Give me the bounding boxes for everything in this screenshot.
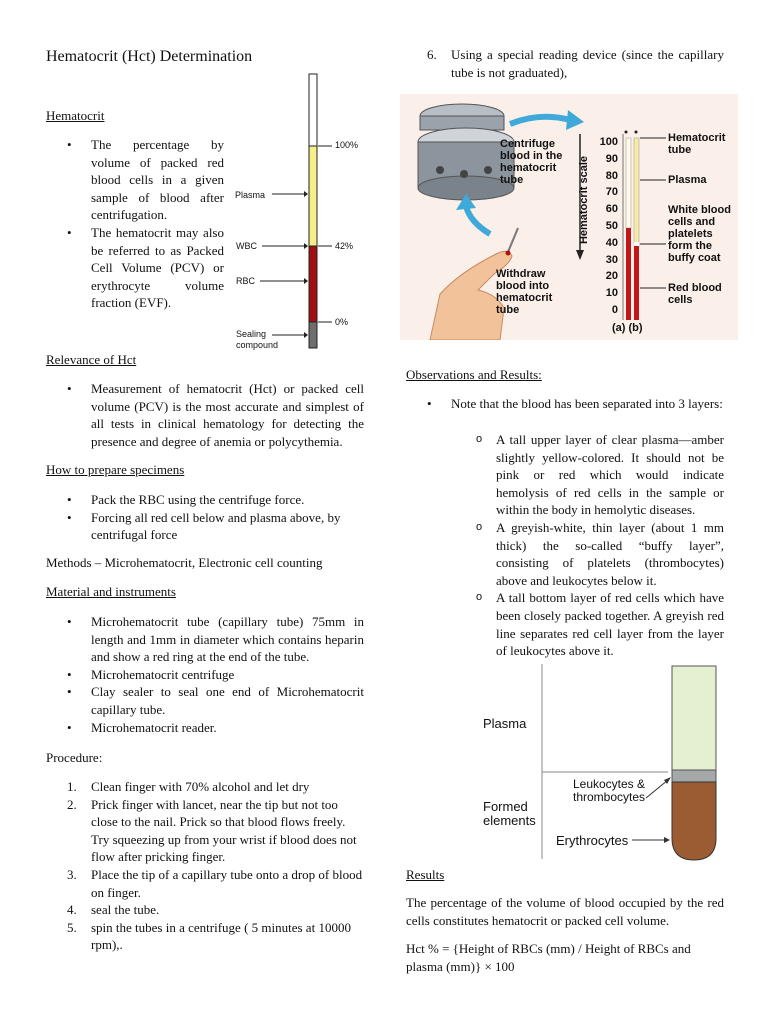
hematocrit-list [46, 136, 224, 312]
buffy-layer [672, 770, 716, 782]
fig3-plasma-label: Plasma [483, 716, 527, 731]
hematocrit-tube-figure [232, 70, 380, 360]
plasma-label: Plasma [668, 174, 707, 186]
materials-heading: Material and instruments [46, 584, 176, 599]
list-item: • The percentage by volume of packed red blood cells in a given sample of blood after centrifugation. [46, 136, 224, 224]
observations-sublist [406, 431, 724, 660]
label-rbc: RBC [236, 276, 256, 286]
prepare-heading: How to prepare specimens [46, 462, 185, 477]
list-item: 2. Prick finger with lancet, near the tip but not too close to the nail. Prick so that blood flows freely. Try squeezing up from your wrist if blood does not flow after pricking finger. [67, 796, 357, 865]
label-wbc: WBC [236, 241, 257, 251]
list-item: o A tall upper layer of clear plasma—amber slightly yellow-colored. It should not be pink or red which would indicate hemolysis of red cells in the sample or within the body in hemolytic diseases. [406, 431, 724, 519]
withdraw-label: Withdraw blood into hematocrit tube [496, 268, 553, 316]
relevance-list [46, 380, 364, 450]
procedure-list-continued [406, 46, 724, 81]
plasma-layer [672, 666, 716, 770]
tube-a-rbc [626, 228, 631, 320]
scale-label: Hematocrit scale [578, 155, 590, 245]
fig3-leuko-label: Leukocytes & thrombocytes [572, 777, 646, 804]
centrifuge-figure [400, 94, 738, 340]
list-item: • Clay sealer to seal one end of Microhematocrit capillary tube. [46, 683, 364, 718]
procedure-heading: Procedure: [46, 750, 103, 765]
arrow-up [466, 206, 490, 234]
list-item: o A greyish-white, thin layer (about 1 mm thick) the so-called “buffy layer”, consisting of platelets (thrombocytes) above and leukocytes below it. [406, 519, 724, 589]
plasma-layer [309, 146, 317, 246]
list-item: 4. seal the tube. [67, 902, 160, 918]
ab-label: (a) (b) [612, 322, 643, 334]
centrifuge-label: Centrifuge blood in the hematocrit tube [500, 138, 563, 186]
seal-layer [309, 322, 317, 348]
observations-heading: Observations and Results: [406, 367, 542, 382]
rbc-layer [672, 782, 716, 860]
prepare-list [46, 491, 364, 544]
list-item: 1. Clean finger with 70% alcohol and let dry [67, 779, 310, 794]
list-item: 3. Place the tip of a capillary tube onto a drop of blood on finger. [67, 866, 363, 900]
list-item: 6. Using a special reading device (since the capillary tube is not graduated), [427, 47, 724, 80]
list-item: • Pack the RBC using the centrifuge force. [46, 491, 364, 509]
label-0: 0% [335, 317, 349, 327]
label-42: 42% [335, 241, 354, 251]
list-item: 5. spin the tubes in a centrifuge ( 5 minutes at 10000 rpm),. [67, 919, 351, 953]
label-100: 100% [335, 140, 359, 150]
results-formula: Hct % = {Height of RBCs (mm) / Height of RBCs and plasma (mm)} × 100 [406, 941, 691, 974]
label-plasma: Plasma [235, 190, 266, 200]
list-item: • The hematocrit may also be referred to as Packed Cell Volume (PCV) or erythrocyte volume fraction (EVF). [46, 224, 224, 312]
page-title: Hematocrit (Hct) Determination [46, 48, 253, 65]
methods-line: Methods – Microhematocrit, Electronic cell counting [46, 555, 323, 570]
rbc-label: Red blood cells [668, 282, 722, 306]
fig3-formed-label: Formed elements [483, 799, 536, 828]
list-item: • Microhematocrit centrifuge [46, 666, 364, 684]
scale-ticks: 100 90 80 70 60 50 40 30 20 10 0 [599, 136, 618, 316]
materials-list [46, 613, 364, 736]
tube-b-rbc [634, 246, 639, 320]
list-item: • Microhematocrit tube (capillary tube) 75mm in length and 1mm in diameter which contains heparin and show a red ring at the end of the tube. [46, 613, 364, 666]
arrow-right [510, 117, 570, 124]
list-item: • Measurement of hematocrit (Hct) or packed cell volume (PCV) is the most accurate and simplest of all tests in clinical hematology for detecting the presence and degree of anemia or polycythemia. [46, 380, 364, 450]
list-item: • Forcing all red cell below and plasma above, by centrifugal force [46, 509, 364, 544]
buffy-coat-label: White blood cells and platelets form the buffy coat [668, 204, 731, 264]
rbc-layer [309, 246, 317, 322]
list-item: • Microhematocrit reader. [46, 719, 364, 737]
observations-list [406, 395, 724, 413]
results-text: The percentage of the volume of blood occupied by the red cells constitutes hematocrit or packed cell volume. [406, 895, 724, 928]
hematocrit-heading: Hematocrit [46, 108, 105, 123]
fig3-eryth-label: Erythrocytes [556, 833, 629, 848]
list-item: o A tall bottom layer of red cells which have been closely packed together. A greyish red line separates red cell layer from the layer of leukocytes above it. [406, 589, 724, 659]
label-sealing: Sealing compound [236, 329, 279, 350]
list-item: • Note that the blood has been separated into 3 layers: [406, 395, 724, 413]
procedure-list [46, 778, 364, 954]
hematocrit-tube-label: Hematocrit tube [668, 132, 726, 156]
relevance-heading: Relevance of Hct [46, 352, 137, 367]
capillary-tube [508, 228, 518, 252]
results-heading: Results [406, 867, 445, 882]
